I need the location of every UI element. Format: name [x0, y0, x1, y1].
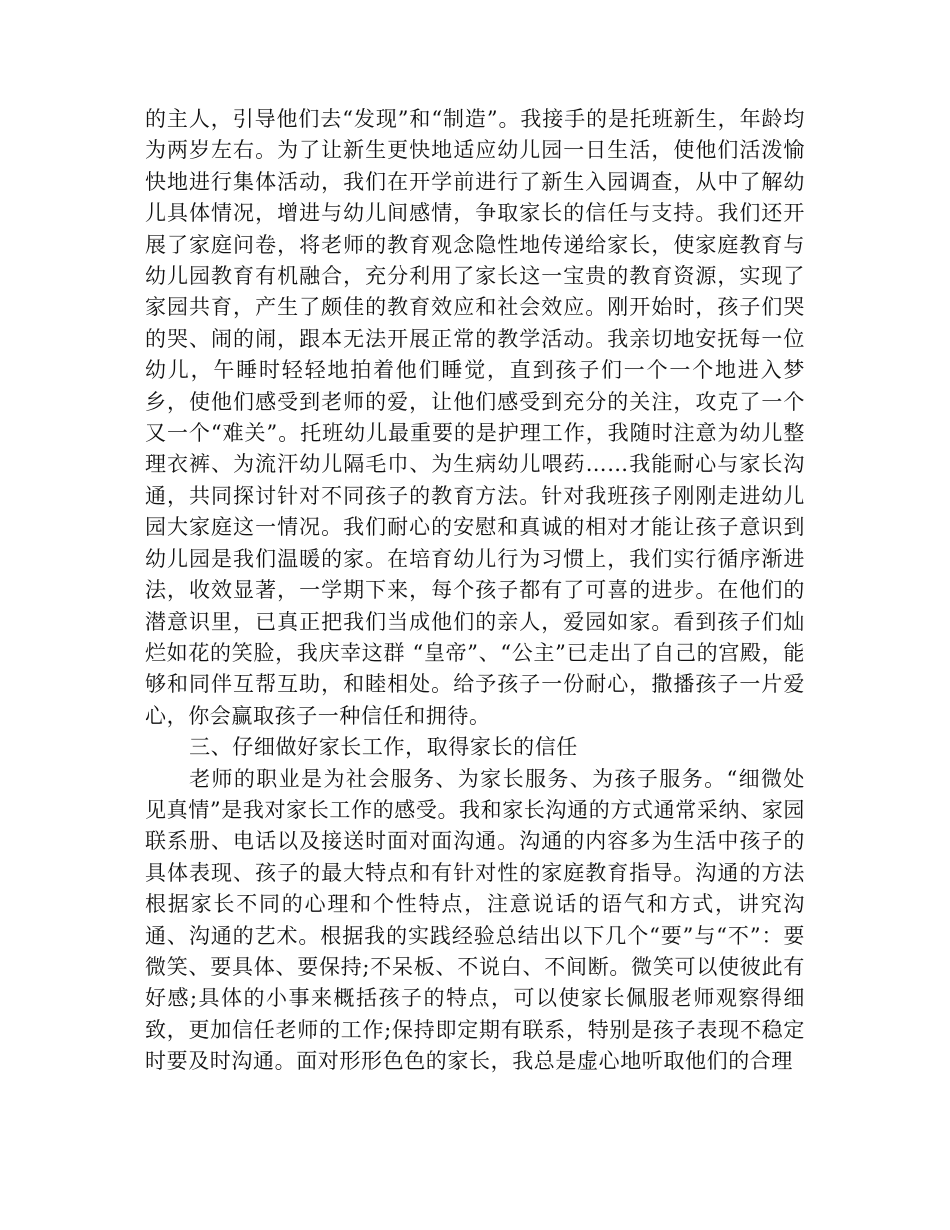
- body-paragraph: 的主人，引导他们去“发现”和“制造”。我接手的是托班新生，年龄均为两岁左右。为了让新生更快地适应幼儿园一日生活，使他们活泼愉快地进行集体活动，我们在开学前进行了新生入园调查，从中了解幼儿具体情况，增进与幼儿间感情，争取家长的信任与支持。我们还开展了家庭问卷，将老师的教育观念隐性地传递给家长，使家庭教育与幼儿园教育有机融合，充分利用了家长这一宝贵的教育资源，实现了家园共育，产生了颇佳的教育效应和社会效应。刚开始时，孩子们哭的哭、闹的闹，跟本无法开展正常的教学活动。我亲切地安抚每一位幼儿，午睡时轻轻地拍着他们睡觉，直到孩子们一个一个地进入梦乡，使他们感受到老师的爱，让他们感受到充分的关注，攻克了一个又一个“难关”。托班幼儿最重要的是护理工作，我随时注意为幼儿整理衣裤、为流汗幼儿隔毛巾、为生病幼儿喂药……我能耐心与家长沟通，共同探讨针对不同孩子的教育方法。针对我班孩子刚刚走进幼儿园大家庭这一情况。我们耐心的安慰和真诚的相对才能让孩子意识到幼儿园是我们温暖的家。在培育幼儿行为习惯上，我们实行循序渐进法，收效显著，一学期下来，每个孩子都有了可喜的进步。在他们的潜意识里，已真正把我们当成他们的亲人，爱园如家。看到孩子们灿烂如花的笑脸，我庆幸这群 “皇帝”、“公主”已走出了自己的宫殿，能够和同伴互帮互助，和睦相处。给予孩子一份耐心，撒播孩子一片爱心，你会赢取孩子一种信任和拥待。: [145, 107, 805, 728]
- body-paragraph: 老师的职业是为社会服务、为家长服务、为孩子服务。“细微处见真情”是我对家长工作的感受。我和家长沟通的方式通常采纳、家园联系册、电话以及接送时面对面沟通。沟通的内容多为生活中孩子的具体表现、孩子的最大特点和有针对性的家庭教育指导。沟通的方法根据家长不同的心理和个性特点，注意说话的语气和方式，讲究沟通、沟通的艺术。根据我的实践经验总结出以下几个“要”与“不”：要微笑、要具体、要保持;不呆板、不说白、不间断。微笑可以使彼此有好感;具体的小事来概括孩子的特点，可以使家长佩服老师观察得细致，更加信任老师的工作;保持即定期有联系，特别是孩子表现不稳定时要及时沟通。面对形形色色的家长，我总是虚心地听取他们的合理: [145, 766, 805, 1074]
- section-heading: 三、仔细做好家长工作，取得家长的信任: [189, 735, 578, 760]
- document-page: [145, 104, 805, 1078]
